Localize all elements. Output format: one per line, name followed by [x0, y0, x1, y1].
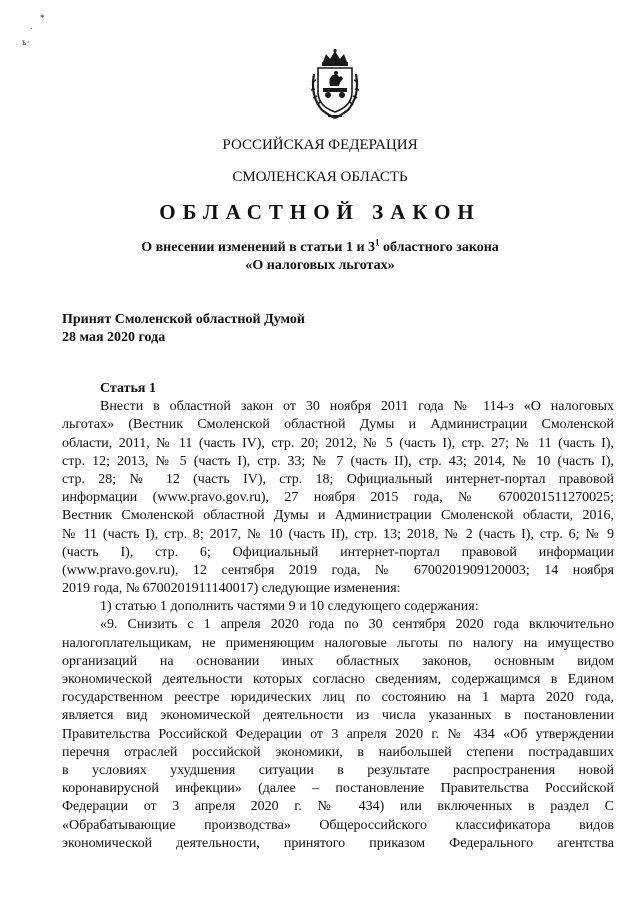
body-line: налогоплательщикам, не применяющим налоговые льготы по налогу на имущество [62, 635, 614, 651]
smolensk-coat-of-arms-icon [306, 48, 364, 120]
law-subject-superscript: 1 [375, 237, 380, 248]
body-line: «Обрабатывающие производства» Общероссийского классификатора видов [62, 817, 614, 833]
scan-mark: . [30, 21, 33, 31]
law-subject-line2: «О налоговых льготах» [245, 258, 395, 273]
body-line: стр. 28; № 12 (часть IV), стр. 18; Официальный интернет-портал правовой [62, 471, 614, 487]
body-line: экономической деятельности которых согласно сведениям, содержащимся в Едином [62, 672, 614, 687]
body-line: (www.pravo.gov.ru), 12 сентября 2019 года, № 6700201909120003; 14 ноября [62, 562, 614, 578]
region-header: СМОЛЕНСКАЯ ОБЛАСТЬ [232, 169, 408, 185]
body-line: является вид экономической деятельности из числа указанных в постановлении [62, 708, 614, 724]
body-line: в условиях ухудшения ситуации в результате распространения новой [62, 762, 614, 778]
body-line: стр. 12; 2013, № 5 (часть I), стр. 33; № 7 (часть II), стр. 43; 2014, № 10 (часть I), [62, 453, 614, 469]
body-line: льготах» (Вестник Смоленской областной Думы и Администрации Смоленской [62, 417, 614, 433]
country-header: РОССИЙСКАЯ ФЕДЕРАЦИЯ [222, 137, 418, 153]
law-subject-line1 [0, 237, 640, 256]
law-subject-text: областного закона [379, 240, 499, 255]
body-line: (часть I), стр. 6; Официальный интернет-портал правовой информации [62, 544, 614, 560]
body-line: коронавирусной инфекции» (далее – постановление Правительства Российской [62, 781, 614, 797]
body-line: государственном реестре юридических лиц по состоянию на 1 марта 2020 года, [62, 690, 614, 706]
adoption-body: Принят Смоленской областной Думой [62, 312, 305, 327]
body-line: 2019 года, № 6700201911140017) следующие изменения: [62, 581, 401, 597]
law-body-text [62, 380, 614, 853]
body-line: перечня отраслей российской экономики, в наибольшей степени пострадавших [62, 744, 614, 760]
body-line: организаций на основании иных областных законов, основным видом [62, 653, 614, 669]
body-line: Федерации от 3 апреля 2020 г. № 434) или включенных в раздел С [62, 799, 614, 815]
body-line: «9. Снизить с 1 апреля 2020 года по 30 сентября 2020 года включительно [100, 617, 614, 633]
law-subject-text: О внесении изменений в статьи 1 и 3 [141, 240, 376, 255]
adoption-info [62, 311, 305, 347]
body-line: области, 2011, № 11 (часть IV), стр. 20; 2012, № 5 (часть I), стр. 27; № 11 (часть I), [62, 435, 614, 451]
body-line: Внести в областной закон от 30 ноября 2011 года № 114-з «О налоговых [100, 399, 614, 415]
body-line: экономической деятельности, принятого приказом Федерального агентства [62, 835, 614, 851]
document-title: ОБЛАСТНОЙ ЗАКОН [159, 200, 481, 224]
article-heading: Статья 1 [100, 381, 156, 396]
adoption-date: 28 мая 2020 года [62, 330, 166, 345]
body-line: № 11 (часть I), стр. 8; 2017, № 10 (часть II), стр. 13; 2018, № 2 (часть I), стр. 6; № 9 [62, 526, 614, 542]
body-line: информации (www.pravo.gov.ru), 27 ноября 2015 года, № 6700201511270025; [62, 490, 614, 506]
scan-mark: * [40, 13, 45, 23]
scan-mark: ъ· [22, 37, 30, 47]
body-line: Правительства Российской Федерации от 3 апреля 2020 г. № 434 «Об утверждении [62, 726, 614, 742]
body-line: 1) статью 1 дополнить частями 9 и 10 следующего содержания: [100, 599, 479, 615]
body-line: Вестник Смоленской областной Думы и Администрации Смоленской области, 2016, [62, 508, 614, 524]
